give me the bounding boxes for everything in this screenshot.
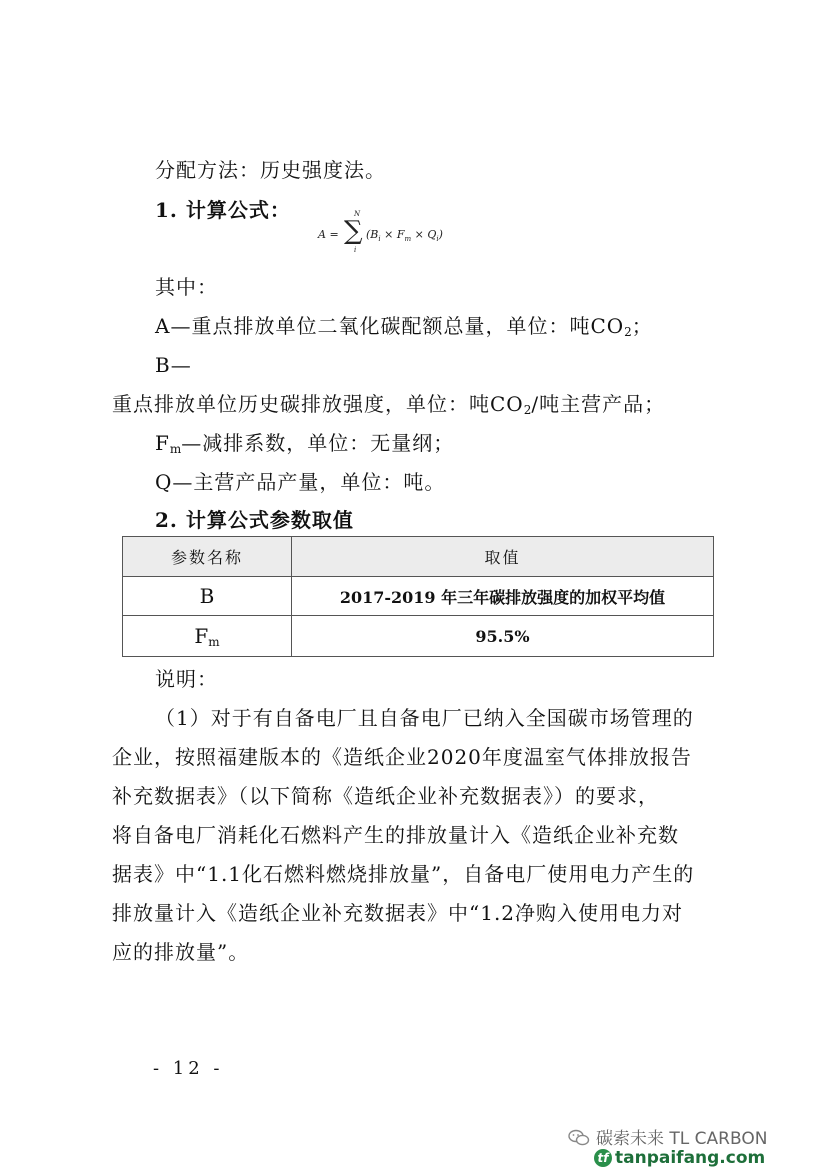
- cell-value-b: 2017-2019 年三年碳排放强度的加权平均值: [292, 577, 714, 616]
- page-number: - 12 -: [153, 1058, 224, 1079]
- allocation-formula: [318, 212, 478, 258]
- note-para-line: （1）对于有自备电厂且自备电厂已纳入全国碳市场管理的: [155, 706, 694, 730]
- definition-fm: $F_m—$减排系数，单位：无量纲；: [155, 431, 455, 456]
- note-para-line: 补充数据表》（以下简称《造纸企业补充数据表》）的要求，: [112, 784, 659, 808]
- watermark-account: 碳索未来 TL CARBON: [596, 1129, 768, 1149]
- definition-b: 重点排放单位历史碳排放强度，单位：吨$CO_2/$吨主营产品；: [112, 392, 666, 417]
- site-watermark: [594, 1148, 765, 1168]
- formula-upper-limit: N: [354, 210, 361, 218]
- leaf-logo-icon: tf: [594, 1149, 612, 1167]
- formula-body: $(B_i \times F_m \times Q_i)$: [366, 228, 443, 243]
- method-line: 分配方法：历史强度法。: [155, 158, 386, 182]
- table-row: [123, 616, 714, 657]
- definition-b-label: B—: [155, 353, 192, 377]
- cell-name-b: B: [123, 577, 292, 616]
- note-para-line: 应的排放量”。: [112, 940, 250, 964]
- cell-name-fm: $F_m$: [123, 616, 292, 657]
- table-row: [123, 577, 714, 616]
- note-label: 说明：: [155, 667, 218, 691]
- qizhong-label: 其中：: [155, 275, 218, 299]
- params-table: [122, 536, 714, 657]
- definition-q: Q—主营产品产量，单位：吨。: [155, 470, 446, 494]
- wechat-watermark: [568, 1124, 767, 1149]
- note-para-line: 将自备电厂消耗化石燃料产生的排放量计入《造纸企业补充数: [112, 823, 679, 847]
- formula-lower-limit: i: [354, 246, 357, 254]
- header-param-value: 取值: [292, 537, 714, 577]
- cell-value-fm: 95.5%: [292, 616, 714, 657]
- note-para-line: 企业，按照福建版本的《造纸企业2020年度温室气体排放报告: [112, 745, 692, 769]
- table-header-row: [123, 537, 714, 577]
- summation-icon: ∑: [344, 216, 363, 246]
- header-param-name: 参数名称: [123, 537, 292, 577]
- note-para-line: 排放量计入《造纸企业补充数据表》中“1.2净购入使用电力对: [112, 901, 684, 925]
- site-url: tanpaifang.com: [615, 1148, 766, 1168]
- heading-formula: 1. 计算公式：: [155, 198, 291, 222]
- formula-lhs: A =: [318, 228, 339, 241]
- heading-params: 2. 计算公式参数取值: [155, 508, 354, 532]
- wechat-icon: [568, 1129, 590, 1147]
- note-para-line: 据表》中“1.1化石燃料燃烧排放量”，自备电厂使用电力产生的: [112, 862, 695, 886]
- definition-a: A—重点排放单位二氧化碳配额总量，单位：吨$CO_2$；: [155, 314, 653, 339]
